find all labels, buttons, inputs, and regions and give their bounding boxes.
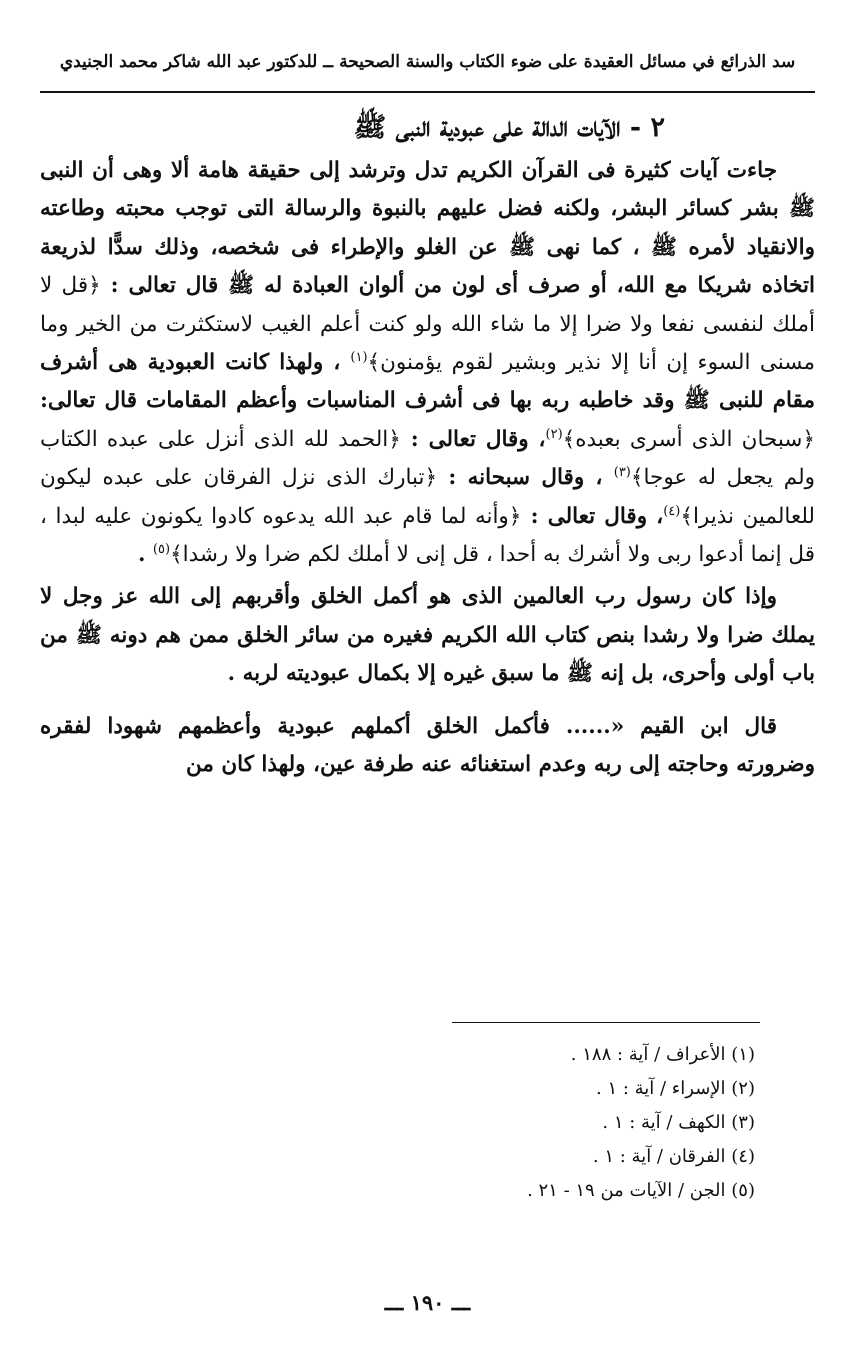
header-rule	[40, 91, 815, 93]
paragraph-text: قال ابن القيم «...... فأكمل الخلق أكملهم عبودية وأعظمهم شهودا لفقره وضرورته وحاجته إلى ربه وعدم استغنائه عنه طرفة عين، ولهذا كان من	[40, 713, 815, 778]
paragraph-text: ، وقال تعالى :	[521, 503, 664, 529]
paragraph-text: جاءت آيات كثيرة فى القرآن الكريم تدل وترشد إلى حقيقة هامة ألا وهى أن النبى ﷺ بشر كسائر البشر، ولكنه فضل عليهم بالنبوة والرسالة التى توجب محبته وطاعته والانقياد لأمره ﷺ ، كما نهى ﷺ عن الغلو والإطراء فى شخصه، وذلك سدًّا لذريعة اتخاذه شريكا مع الله، أو صرف أى لون من ألوان العبادة له ﷺ قال تعالى :	[40, 158, 815, 299]
paragraph-1	[40, 152, 815, 574]
body-text	[40, 152, 815, 785]
footnote-ref[interactable]: (١)	[350, 349, 368, 365]
footnotes	[300, 1038, 755, 1208]
footnote-item: (٢) الإسراء / آية : ١ .	[596, 1078, 755, 1099]
footnote-ref[interactable]: (٤)	[663, 503, 681, 519]
running-header: سد الذرائع في مسائل العقيدة على ضوء الكتاب والسنة الصحيحة ــ للدكتور عبد الله شاكر محمد الجنيدي	[59, 52, 796, 72]
paragraph-2	[40, 578, 815, 693]
paragraph-text: ، وقال سبحانه :	[437, 465, 614, 491]
footnote-ref[interactable]: (٣)	[613, 465, 631, 481]
paragraph-text: وإذا كان رسول رب العالمين الذى هو أكمل الخلق وأقربهم إلى الله عز وجل لا يملك ضرا ولا رشدا بنص كتاب الله الكريم فغيره من سائر الخلق ممن هم دونه ﷺ من باب أولى وأحرى، بل إنه ﷺ ما سبق غيره إلا بكمال عبوديته لربه .	[40, 584, 815, 687]
footnote-item: (٤) الفرقان / آية : ١ .	[592, 1146, 755, 1167]
footnote-ref[interactable]: (٥)	[152, 541, 171, 557]
quran-quote: ﴿قل لا أملك لنفسى نفعا ولا ضرا إلا ما شاء الله ولو كنت أعلم الغيب لاستكثرت من الخير وما مسنى السوء إن أنا إلا نذير وبشير لقوم يؤمنون﴾	[40, 273, 815, 376]
footnote-item: (٥) الجن / الآيات من ١٩ - ٢١ .	[527, 1180, 755, 1201]
page-number: ـــ ١٩٠ ـــ	[384, 1290, 471, 1315]
footnote-ref[interactable]: (٢)	[545, 426, 563, 442]
paragraph-text: ، وقال تعالى :	[400, 426, 546, 452]
quran-quote: ﴿سبحان الذى أسرى بعبده﴾	[562, 426, 815, 452]
paragraph-3	[40, 708, 815, 785]
footnote-rule	[452, 1022, 760, 1023]
quran-quote: ﴿الحمد لله الذى أنزل على عبده الكتاب ولم يجعل له عوجا﴾	[40, 426, 816, 491]
paragraph-text: .	[137, 542, 153, 568]
quran-quote: ﴿وأنه لما قام عبد الله يدعوه كادوا يكونون عليه لبدا ، قل إنما أدعوا ربى ولا أشرك به أحدا ، قل إنى لا أملك لكم ضرا ولا رشدا﴾	[40, 503, 815, 568]
paragraph-text: ، ولهذا كانت العبودية هى أشرف مقام للنبى ﷺ وقد خاطبه ربه بها فى أشرف المناسبات وأعظم المقامات قال تعالى:	[40, 350, 815, 414]
quran-quote: ﴿تبارك الذى نزل الفرقان على عبده ليكون للعالمين نذيرا﴾	[40, 465, 815, 529]
footnote-item: (١) الأعراف / آية : ١٨٨ .	[570, 1044, 755, 1065]
section-heading: ٢ - الآيات الدالة على عبودية النبى ﷺ	[353, 112, 665, 143]
footnote-item: (٣) الكهف / آية : ١ .	[602, 1112, 755, 1133]
